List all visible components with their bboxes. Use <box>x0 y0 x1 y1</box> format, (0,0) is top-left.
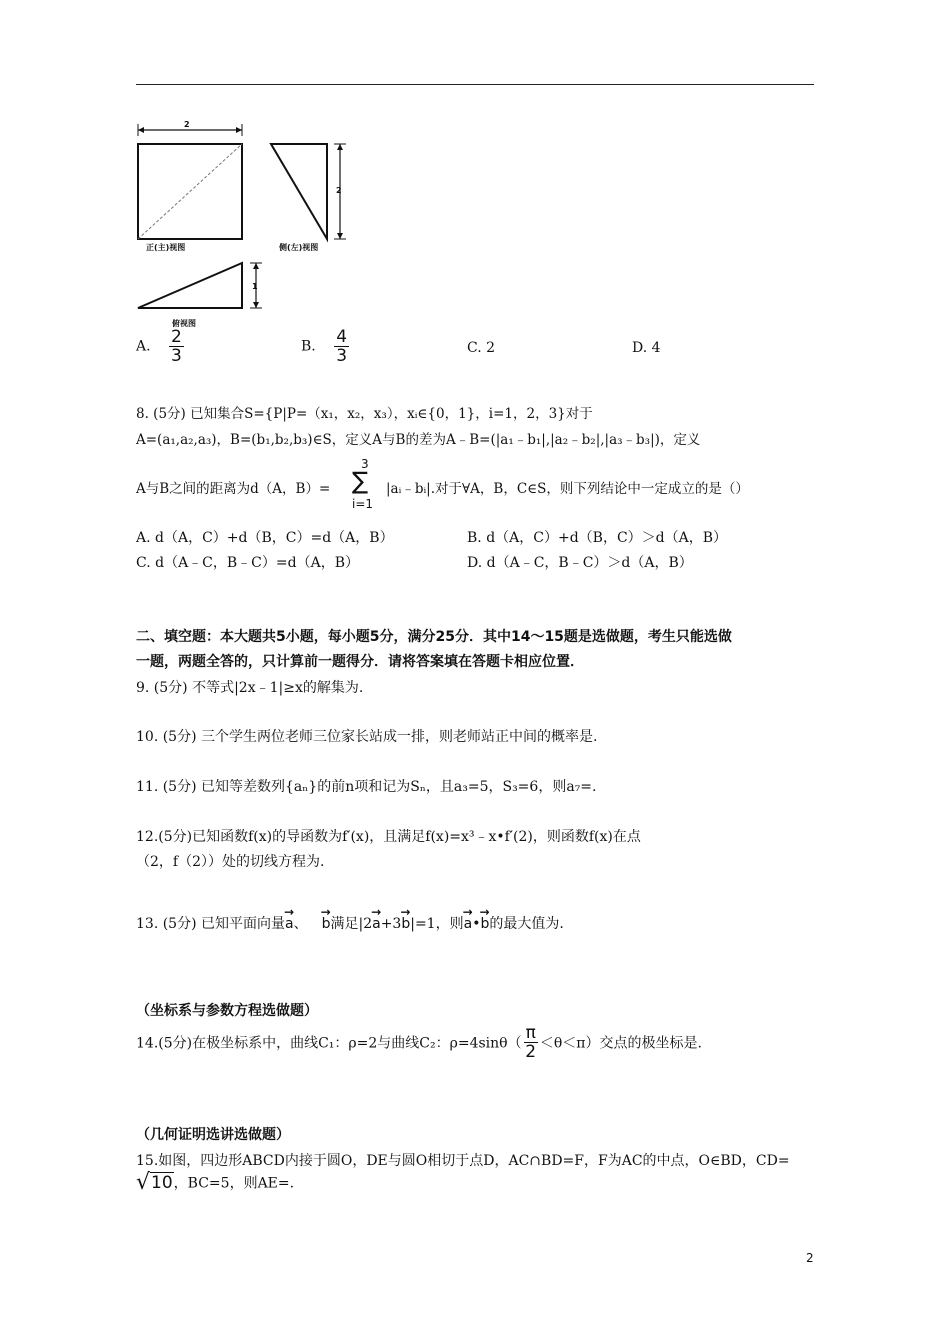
q8-line2: A=(a₁,a₂,a₃)，B=(b₁,b₂,b₃)∈S，定义A与B的差为A﹣B=(|a₁﹣b₁|,|a₂﹣b₂|,|a₃﹣b₃|)，定义 <box>136 432 701 448</box>
question-10: 10. (5分) 三个学生两位老师三位家长站成一排，则老师站正中间的概率是. <box>136 729 598 745</box>
q7-option-d: D. 4 <box>632 340 661 356</box>
question-14: 14.(5分)在极坐标系中，曲线C₁：ρ=2与曲线C₂：ρ=4sinθ（ $\frac{\pi}{2}$ ＜θ＜π）交点的极坐标是. <box>136 1023 702 1062</box>
front-view-caption: 正(主)视图 <box>146 243 186 252</box>
q8-option-d: D. d（A﹣C，B﹣C）＞d（A，B） <box>467 555 693 571</box>
page-number: 2 <box>806 1251 814 1265</box>
header-rule <box>136 84 814 85</box>
question-12-line2: （2，f（2））处的切线方程为. <box>136 854 325 870</box>
question-11: 11. (5分) 已知等差数列{aₙ}的前n项和记为Sₙ，且a₃=5，S₃=6，则a₇=. <box>136 779 597 795</box>
q7-b-denominator: 3 <box>336 346 348 366</box>
top-view-caption: 俯视图 <box>172 319 196 328</box>
q7-option-c: C. 2 <box>467 340 496 356</box>
section2-heading-line2: 一题，两题全答的，只计算前一题得分．请将答案填在答题卡相应位置． <box>136 654 584 670</box>
question-15-line1: 15.如图，四边形ABCD内接于圆O，DE与圆O相切于点D，AC∩BD=F，F为AC的中点，O∈BD，CD= <box>136 1153 790 1169</box>
vector-b: → b <box>322 916 331 932</box>
q7-option-a: A. $\frac{2}{3}$ <box>136 327 182 366</box>
section2-heading-line1: 二、填空题：本大题共5小题，每小题5分，满分25分．其中14～15题是选做题，考生只能选做 <box>136 629 732 645</box>
sqrt-radicand: 10 <box>151 1172 173 1193</box>
q8-line3-post: |aᵢ﹣bᵢ|.对于∀A，B，C∈S，则下列结论中一定成立的是（） <box>386 481 749 497</box>
side-view <box>271 144 346 239</box>
top-dim-label: 1 <box>252 282 258 291</box>
question-15-line2: √10，BC=5，则AE=. <box>136 1170 295 1195</box>
side-dim-label: 2 <box>336 186 342 195</box>
q7-option-b: B. $\frac{4}{3}$ <box>301 327 348 366</box>
side-view-caption: 侧(左)视图 <box>279 243 319 252</box>
q8-option-c: C. d（A﹣C，B﹣C）=d（A，B） <box>136 555 359 571</box>
vector-a-2: → a <box>372 916 381 932</box>
q7-a-numerator: 2 <box>171 327 182 347</box>
q7-b-numerator: 4 <box>336 327 348 347</box>
front-view <box>138 124 242 239</box>
vector-a: → a <box>285 916 294 932</box>
vector-b-3: → b <box>480 916 489 932</box>
q8-option-b: B. d（A，C）+d（B，C）＞d（A，B） <box>467 530 728 546</box>
section-geometry-heading: （几何证明选讲选做题） <box>136 1127 290 1143</box>
top-view <box>138 263 262 308</box>
sum-upper-limit: 3 <box>361 457 369 471</box>
q8-line1: 8. (5分) 已知集合S={P|P=（x₁，x₂，x₃），xᵢ∈{0，1}，i=1，2，3}对于 <box>136 406 593 422</box>
sum-symbol: ∑ <box>352 467 369 495</box>
pi-denominator: 2 <box>525 1042 537 1062</box>
front-dim-label: 2 <box>184 120 190 129</box>
q7-a-denominator: 3 <box>171 346 182 366</box>
three-view-figure <box>128 118 368 338</box>
question-9: 9. (5分) 不等式|2x﹣1|≥x的解集为. <box>136 680 364 696</box>
pi-numerator: π <box>525 1023 536 1043</box>
q8-line3-pre: A与B之间的距离为d（A，B）= <box>136 481 331 497</box>
question-12-line1: 12.(5分)已知函数f(x)的导函数为f′(x)，且满足f(x)=x³﹣x•f′(2)，则函数f(x)在点 <box>136 829 641 845</box>
vector-b-2: → b <box>401 916 410 932</box>
question-13: 13. (5分) 已知平面向量→ a、→ b满足|2→ a+3→ b|=1，则→ a•→ b的最大值为. <box>136 913 564 933</box>
vector-a-3: → a <box>464 916 473 932</box>
q8-option-a: A. d（A，C）+d（B，C）=d（A，B） <box>136 530 394 546</box>
sum-lower-limit: i=1 <box>352 497 374 511</box>
section-coordinate-heading: （坐标系与参数方程选做题） <box>136 1003 318 1019</box>
